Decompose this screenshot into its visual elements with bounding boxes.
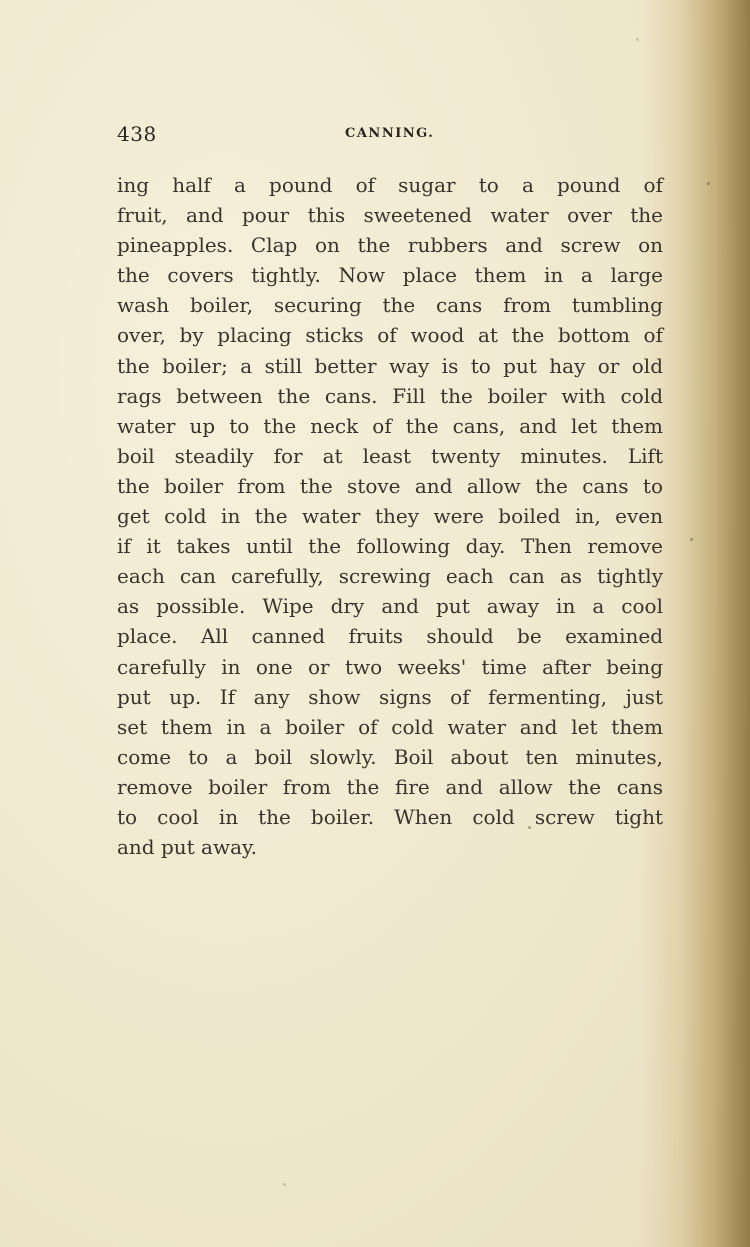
text-line: the covers tightly. Now place them in a large (117, 263, 663, 288)
text-line: each can carefully, screwing each can as tightly (117, 564, 663, 589)
text-line: if it takes until the following day. Then remove (117, 534, 663, 559)
text-line: remove boiler from the fire and allow the cans (117, 774, 663, 799)
running-head: CANNING. (345, 126, 435, 141)
paper-speck (690, 538, 693, 541)
body-text (117, 170, 663, 862)
text-line: get cold in the water they were boiled in, even (117, 504, 663, 529)
text-line: ing half a pound of sugar to a pound of (117, 173, 663, 197)
text-line: to cool in the boiler. When cold screw tight (117, 804, 663, 829)
text-line: as possible. Wipe dry and put away in a cool (117, 594, 663, 619)
text-line: pineapples. Clap on the rubbers and screw on (117, 233, 663, 258)
text-line-last: and put away. (117, 835, 258, 860)
text-line: wash boiler, securing the cans from tumbling (117, 293, 663, 318)
text-line: place. All canned fruits should be examined (117, 624, 663, 649)
text-line: boil steadily for at least twenty minutes. Lift (117, 443, 663, 468)
text-line: the boiler; a still better way is to put hay or old (117, 353, 663, 378)
text-line: fruit, and pour this sweetened water over the (117, 203, 663, 228)
text-line: carefully in one or two weeks' time after being (117, 654, 663, 679)
text-line: put up. If any show signs of fermenting, just (117, 684, 663, 709)
text-line: come to a boil slowly. Boil about ten minutes, (117, 744, 663, 769)
text-line: the boiler from the stove and allow the cans to (117, 473, 663, 498)
page-header (117, 122, 667, 148)
paper-speck (636, 38, 639, 41)
text-line: over, by placing sticks of wood at the bottom of (117, 323, 663, 348)
paper-speck (707, 182, 710, 185)
text-line: rags between the cans. Fill the boiler with cold (117, 383, 663, 408)
paper-speck (283, 1183, 286, 1186)
page-number: 438 (117, 122, 157, 146)
text-line: set them in a boiler of cold water and let them (117, 714, 663, 739)
text-line: water up to the neck of the cans, and let them (117, 413, 663, 438)
